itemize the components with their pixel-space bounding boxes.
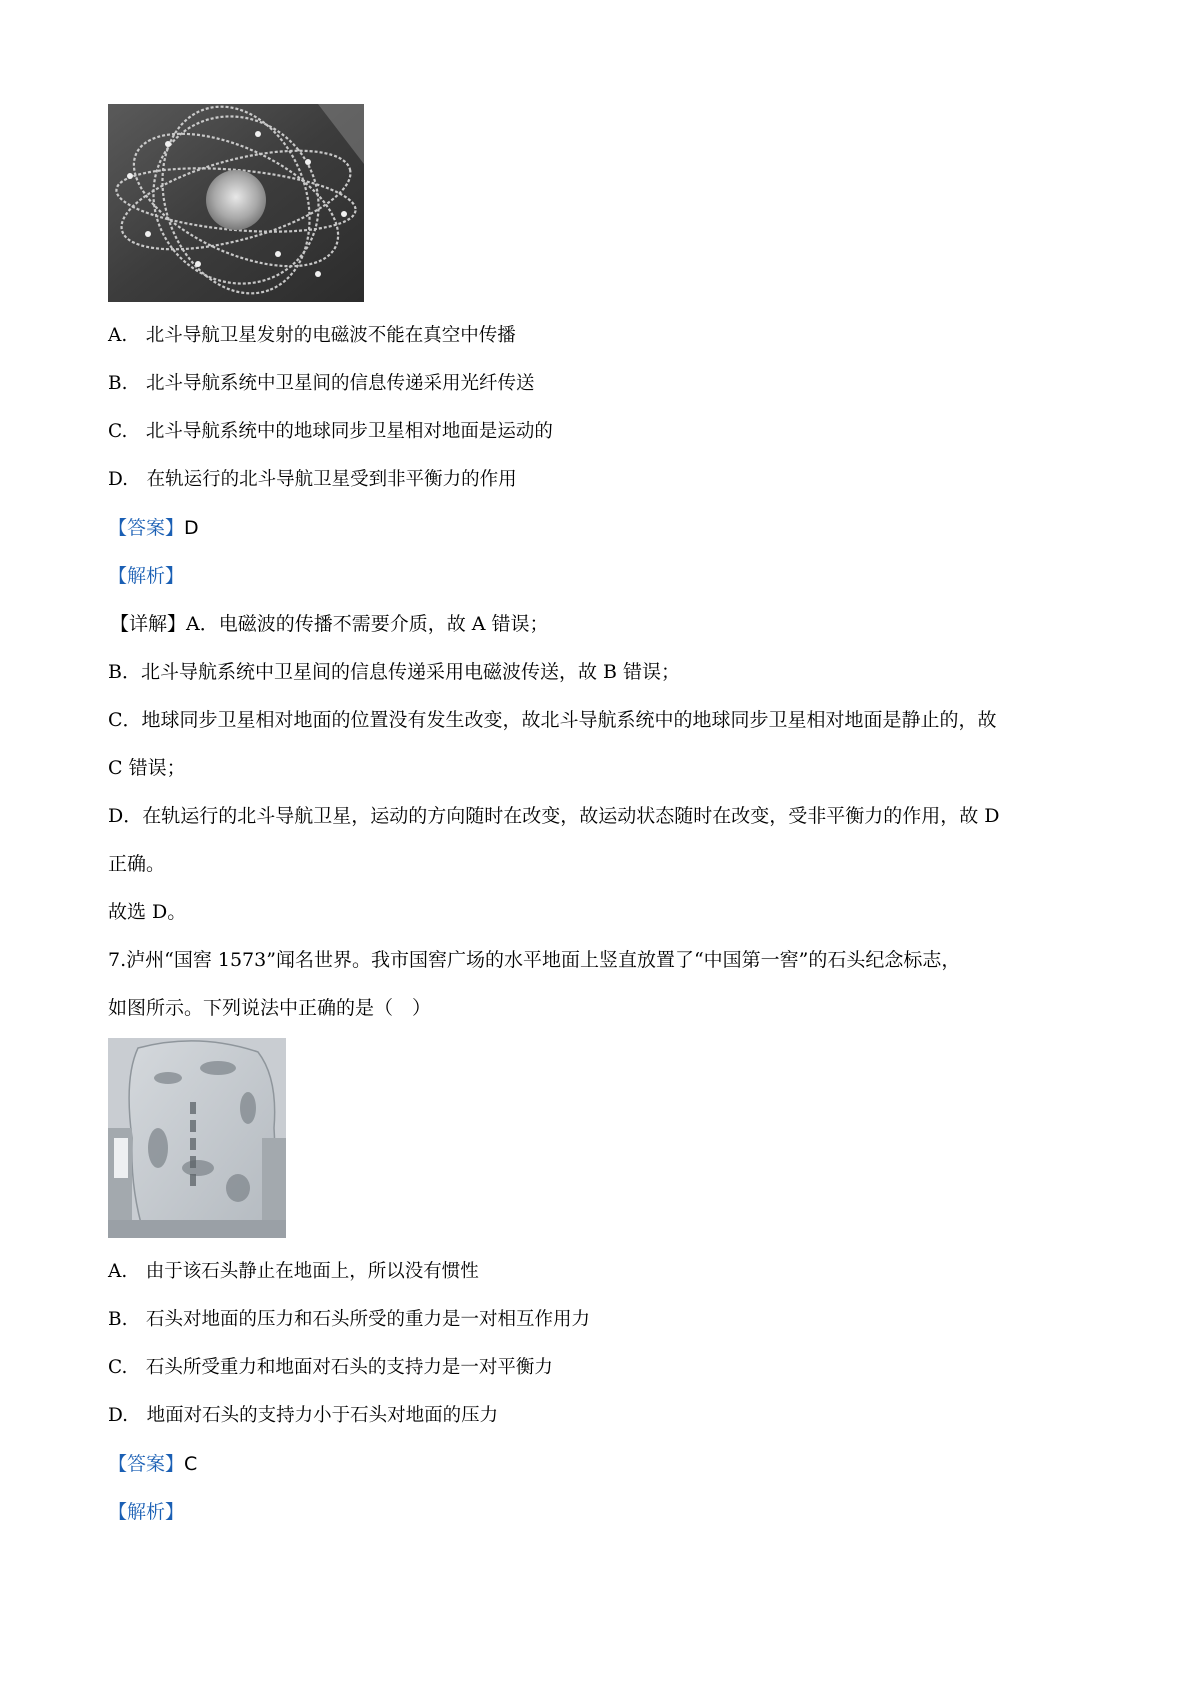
q6-option-a: A. 北斗导航卫星发射的电磁波不能在真空中传播 (108, 325, 516, 346)
q6-explanation-line: C 错误； (108, 757, 186, 779)
q6-explanation-line: C．地球同步卫星相对地面的位置没有发生改变，故北斗导航系统中的地球同步卫星相对地面是静止的，故 (108, 709, 997, 731)
q7-option-d: D. 地面对石头的支持力小于石头对地面的压力 (108, 1405, 499, 1426)
q6-option-d: D. 在轨运行的北斗导航卫星受到非平衡力的作用 (108, 469, 517, 490)
detail-label: 【详解】 (110, 613, 187, 635)
q6-analysis-label: 【解析】 (108, 565, 185, 587)
q7-stem: 7.泸州“国窖 1573”闻名世界。我市国窖广场的水平地面上竖直放置了“中国第一窖”的石头纪念标志， (108, 949, 961, 971)
q7-option-c: C. 石头所受重力和地面对石头的支持力是一对平衡力 (108, 1357, 553, 1378)
satellite-orbit-figure (108, 104, 364, 302)
q7-option-b: B. 石头对地面的压力和石头所受的重力是一对相互作用力 (108, 1309, 590, 1330)
q6-explanation-line: 故选 D。 (108, 901, 187, 923)
q6-option-b: B. 北斗导航系统中卫星间的信息传递采用光纤传送 (108, 373, 535, 394)
q7-stem: 如图所示。下列说法中正确的是（ ） (108, 997, 432, 1019)
q6-explanation-line: 【详解】A．电磁波的传播不需要介质，故 A 错误； (110, 613, 549, 635)
q6-explanation-line: D．在轨运行的北斗导航卫星，运动的方向随时在改变，故运动状态随时在改变，受非平衡力的作用，故 D (108, 805, 1000, 827)
q7-option-a: A. 由于该石头静止在地面上，所以没有惯性 (108, 1261, 479, 1282)
q7-analysis-label: 【解析】 (108, 1501, 185, 1523)
answer-label: 【答案】 (108, 517, 185, 539)
q7-answer (108, 1452, 197, 1476)
answer-value: D (184, 517, 199, 539)
answer-label: 【答案】 (108, 1453, 185, 1475)
q6-option-c: C. 北斗导航系统中的地球同步卫星相对地面是运动的 (108, 421, 553, 442)
stone-monument-figure (108, 1038, 286, 1238)
q6-explanation-line: 正确。 (108, 853, 166, 875)
q6-answer (108, 516, 199, 540)
q6-explanation-line: B．北斗导航系统中卫星间的信息传递采用电磁波传送，故 B 错误； (108, 661, 681, 683)
answer-value: C (184, 1453, 198, 1475)
